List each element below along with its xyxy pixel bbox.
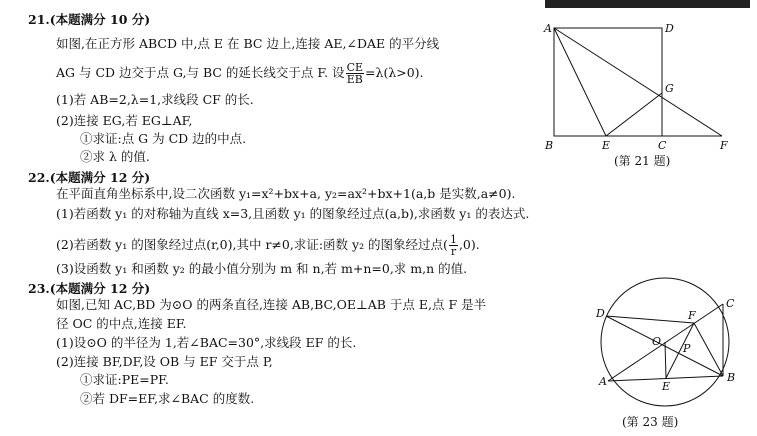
q23-label-d: D — [596, 307, 605, 320]
q21-stem-line2 — [56, 62, 424, 85]
q21-part2-i: ①求证:点 G 为 CD 边的中点. — [80, 131, 247, 146]
q23-label-o: O — [652, 335, 662, 348]
q22-part2-pre: (2)若函数 y₁ 的图象经过点(r,0),其中 r≠0,求证:函数 y₂ 的图象经过点( — [56, 237, 448, 252]
q21-label-d: D — [665, 22, 674, 35]
q23-figure — [590, 277, 750, 412]
q21-frac-den: EB — [346, 73, 363, 86]
q21-stem-line1: 如图,在正方形 ABCD 中,点 E 在 BC 边上,连接 AE,∠DAE 的平分线 — [56, 36, 440, 51]
q21-label-g: G — [665, 82, 674, 95]
q21-frac-num: CE — [346, 61, 364, 74]
q21-fraction — [346, 62, 364, 85]
q21-label-c: C — [658, 139, 667, 152]
q21-stem-line2-pre: AG 与 CD 边交于点 G,与 BC 的延长线交于点 F. 设 — [56, 65, 345, 80]
q23-part1: (1)设⊙O 的半径为 1,若∠BAC=30°,求线段 EF 的长. — [56, 335, 357, 350]
q23-diameter-bd — [606, 316, 723, 376]
q21-figure-caption: (第 21 题) — [614, 154, 671, 168]
q21-figure — [540, 20, 750, 155]
q22-stem: 在平面直角坐标系中,设二次函数 y₁=x²+bx+a, y₂=ax²+bx+1(a,b 是实数,a≠0). — [56, 186, 516, 201]
q22-header: 22.(本题满分 12 分) — [28, 170, 151, 185]
q23-part2-ii: ②若 DF=EF,求∠BAC 的度数. — [80, 391, 255, 406]
q23-label-f: F — [688, 309, 696, 322]
q22-part1: (1)若函数 y₁ 的对称轴为直线 x=3,且函数 y₁ 的图象经过点(a,b),求函数 y₁ 的表达式. — [56, 206, 530, 221]
q21-header: 21.(本题满分 10 分) — [28, 12, 151, 27]
q21-part1: (1)若 AB=2,λ=1,求线段 CF 的长. — [56, 92, 254, 107]
q23-segment-df — [606, 316, 694, 323]
q23-part2-i: ①求证:PE=PF. — [80, 372, 169, 387]
q22-part2-post: ,0). — [458, 237, 480, 252]
q21-part2-ii: ②求 λ 的值. — [80, 149, 150, 164]
q21-label-a: A — [544, 22, 552, 35]
q23-header: 23.(本题满分 12 分) — [28, 281, 151, 296]
q23-label-p: P — [683, 342, 691, 355]
q23-label-c: C — [726, 297, 735, 310]
q23-stem-line2: 径 OC 的中点,连接 EF. — [56, 316, 187, 331]
q23-part2: (2)连接 BF,DF,设 OB 与 EF 交于点 P, — [56, 354, 273, 369]
q21-segment-eg — [606, 93, 662, 136]
q23-label-b: B — [727, 371, 736, 384]
q23-figure-caption: (第 23 题) — [622, 415, 679, 429]
q21-label-e: E — [602, 139, 611, 152]
cropped-header-bar — [545, 0, 750, 8]
q23-stem-line1: 如图,已知 AC,BD 为⊙O 的两条直径,连接 AB,BC,OE⊥AB 于点 E,点 F 是半 — [56, 297, 487, 312]
q21-part2: (2)连接 EG,若 EG⊥AF, — [56, 113, 193, 128]
q21-segment-af — [554, 28, 722, 136]
q21-label-b: B — [545, 139, 554, 152]
q23-segment-oe — [665, 342, 666, 378]
q22-part2 — [56, 234, 480, 257]
q21-square — [554, 28, 662, 136]
q22-frac-num: 1 — [449, 233, 457, 246]
q21-label-f: F — [720, 139, 728, 152]
q21-stem-line2-post: =λ(λ>0). — [365, 65, 424, 80]
q23-label-a: A — [599, 375, 607, 388]
q22-part3: (3)设函数 y₁ 和函数 y₂ 的最小值分别为 m 和 n,若 m+n=0,求 m,n 的值. — [56, 261, 468, 276]
q23-label-e: E — [662, 380, 671, 393]
q22-fraction — [449, 234, 458, 257]
q22-frac-den: r — [450, 245, 457, 258]
